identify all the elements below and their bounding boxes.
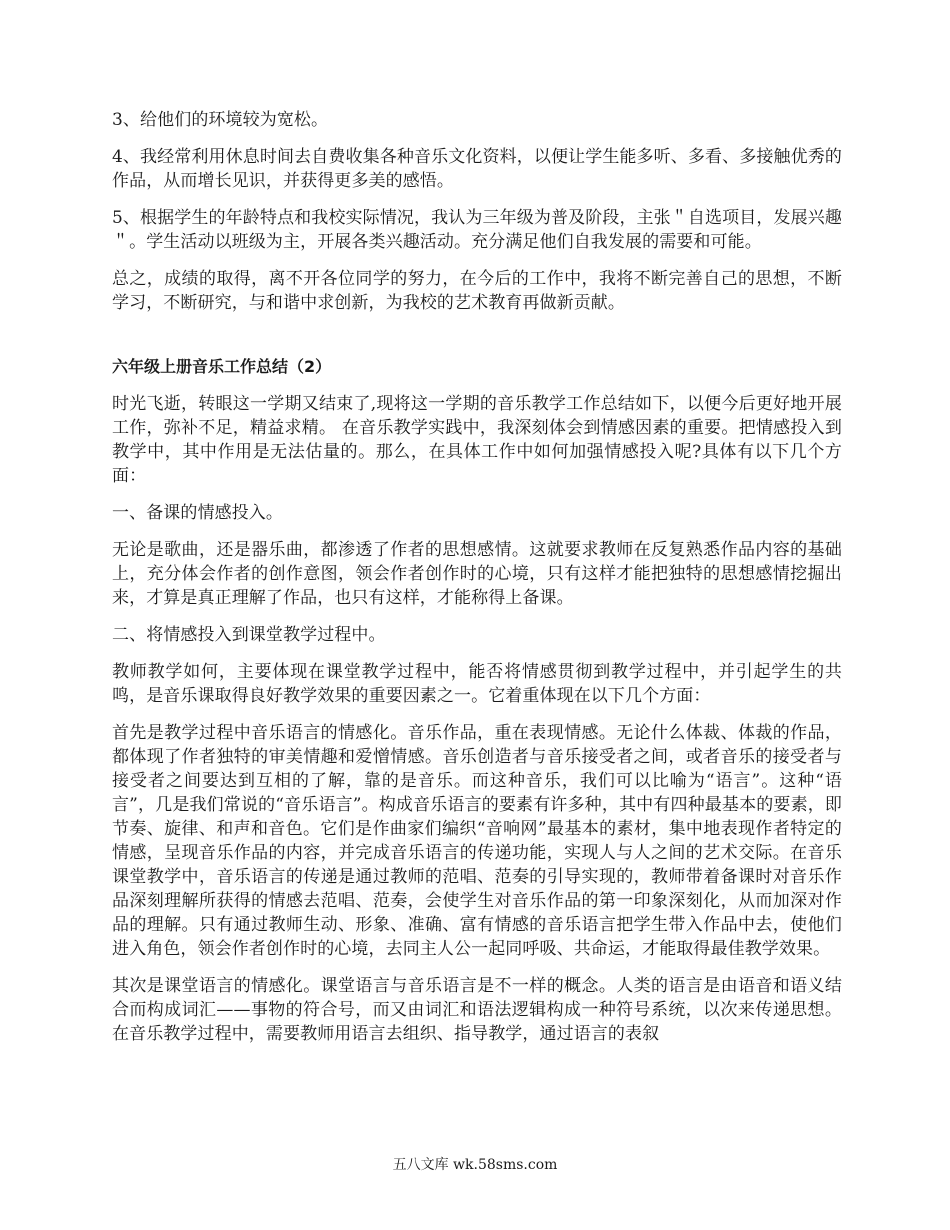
document-page (112, 108, 842, 1059)
paragraph-item-4: 4、我经常利用休息时间去自费收集各种音乐文化资料，以便让学生能多听、多看、多接触优秀的作品，从而增长见识，并获得更多美的感悟。 (112, 147, 842, 191)
paragraph-intro: 时光飞逝，转眼这一学期又结束了,现将这一学期的音乐教学工作总结如下，以便今后更好地开展工作，弥补不足，精益求精。 在音乐教学实践中，我深刻体会到情感因素的重要。把情感投入到教学中，其中作用是无法估量的。那么，在具体工作中如何加强情感投入呢?具体有以下几个方面： (112, 394, 842, 486)
subheading-classroom: 二、将情感投入到课堂教学过程中。 (112, 625, 386, 645)
paragraph-classroom-language: 其次是课堂语言的情感化。课堂语言与音乐语言是不一样的概念。人类的语言是由语音和语义结合而构成词汇——事物的符合号，而又由词汇和语法逻辑构成一种符号系统，以次来传递思想。在音乐教学过程中，需要教师用语言去组织、指导教学，通过语言的表叙 (112, 976, 842, 1044)
paragraph-conclusion: 总之，成绩的取得，离不开各位同学的努力，在今后的工作中，我将不断完善自己的思想，不断学习，不断研究，与和谐中求创新，为我校的艺术教育再做新贡献。 (112, 269, 842, 313)
paragraph-item-3: 3、给他们的环境较为宽松。 (112, 110, 329, 130)
paragraph-item-5: 5、根据学生的年龄特点和我校实际情况，我认为三年级为普及阶段，主张＂自选项目，发展兴趣＂。学生活动以班级为主，开展各类兴趣活动。充分满足他们自我发展的需要和可能。 (112, 208, 842, 252)
paragraph-classroom: 教师教学如何，主要体现在课堂教学过程中，能否将情感贯彻到教学过程中，并引起学生的共鸣，是音乐课取得良好教学效果的重要因素之一。它着重体现在以下几个方面： (112, 662, 842, 706)
page-footer: 五八文库 wk.58sms.com (392, 1157, 558, 1173)
paragraph-music-language: 首先是教学过程中音乐语言的情感化。音乐作品，重在表现情感。无论什么体裁、体裁的作品，都体现了作者独特的审美情趣和爱憎情感。音乐创造者与音乐接受者之间，或者音乐的接受者与接受者之间要达到互相的了解，靠的是音乐。而这种音乐，我们可以比喻为“语言”。这种“语言”，几是我们常说的“音乐语言”。构成音乐语言的要素有许多种，其中有四种最基本的要素，即节奏、旋律、和声和音色。它们是作曲家们编织“音响网”最基本的素材，集中地表现作者特定的情感，呈现音乐作品的内容，并完成音乐语言的传递功能，实现人与人之间的艺术交际。在音乐课堂教学中，音乐语言的传递是通过教师的范唱、范奏的引导实现的，教师带着备课时对音乐作品深刻理解所获得的情感去范唱、范奏，会使学生对音乐作品的第一印象深刻化，从而加深对作品的理解。只有通过教师生动、形象、准确、富有情感的音乐语言把学生带入作品中去，使他们进入角色，领会作者创作时的心境，去同主人公一起同呼吸、共命运，才能取得最佳教学效果。 (112, 723, 842, 959)
paragraph-lesson-prep: 无论是歌曲，还是器乐曲，都渗透了作者的思想感情。这就要求教师在反复熟悉作品内容的基础上，充分体会作者的创作意图，领会作者创作时的心境，只有这样才能把独特的思想感情挖掘出来，才算是真正理解了作品，也只有这样，才能称得上备课。 (112, 540, 842, 608)
subheading-lesson-prep: 一、备课的情感投入。 (112, 503, 283, 523)
section-heading: 六年级上册音乐工作总结（2） (112, 357, 332, 376)
